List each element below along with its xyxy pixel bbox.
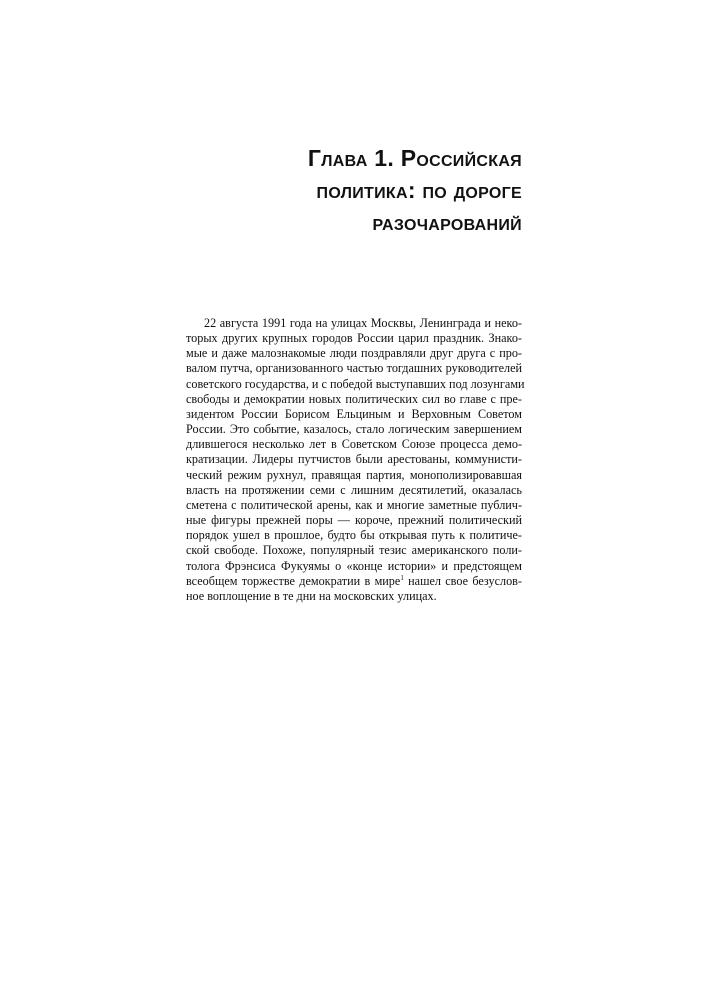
text-line-with-footnote (186, 574, 522, 589)
chapter-title-line: разочарований (372, 209, 522, 235)
text-line: власть на протяжении семи с лишним десятилетий, оказалась (186, 482, 522, 497)
text-line: ные фигуры прежней поры — короче, прежний политический (186, 513, 522, 528)
text-line: 22 августа 1991 года на улицах Москвы, Ленинграда и неко- (204, 316, 522, 330)
text-line: ное воплощение в те дни на московских улицах. (186, 588, 437, 603)
text-line: кратизации. Лидеры путчистов были арестованы, коммунисти- (186, 452, 522, 467)
text-line: мые и даже малознакомые люди поздравляли друг друга с про- (186, 346, 522, 361)
text-line: толога Фрэнсиса Фукуямы о «конце истории» и предстоящем (186, 558, 522, 573)
text-line: длившегося несколько лет в Советском Союзе процесса демо- (186, 437, 522, 452)
text-line: зидентом России Борисом Ельциным и Верховным Советом (186, 406, 522, 421)
text-line: сметена с политической арены, как и многие заметные публич- (186, 497, 522, 512)
chapter-title (102, 142, 522, 238)
chapter-title-line: Глава 1. Российская (307, 145, 522, 171)
chapter-title-line: политика: по дороге (316, 177, 522, 203)
text-line: свободы и демократии новых политических сил во главе с пре- (186, 391, 522, 406)
text-line: советского государства, и с победой выступавших под лозунгами (186, 376, 525, 391)
text-line: торых других крупных городов России царил праздник. Знако- (186, 331, 522, 346)
text-line: ческий режим рухнул, правящая партия, монополизировавшая (186, 467, 522, 482)
text-line: порядок ушел в прошлое, будто бы открывая путь к политиче- (186, 528, 522, 543)
body-paragraph (186, 316, 525, 604)
text-fragment: нашел свое безуслов- (403, 573, 522, 588)
text-line: валом путча, организованного частью тогдашних руководителей (186, 361, 522, 376)
footnote-reference[interactable]: 1 (400, 573, 404, 582)
text-line: России. Это событие, казалось, стало логическим завершением (186, 422, 522, 437)
text-line: ской свободе. Похоже, популярный тезис американского поли- (186, 543, 522, 558)
text-fragment: всеобщем торжестве демократии в мире (186, 573, 401, 588)
